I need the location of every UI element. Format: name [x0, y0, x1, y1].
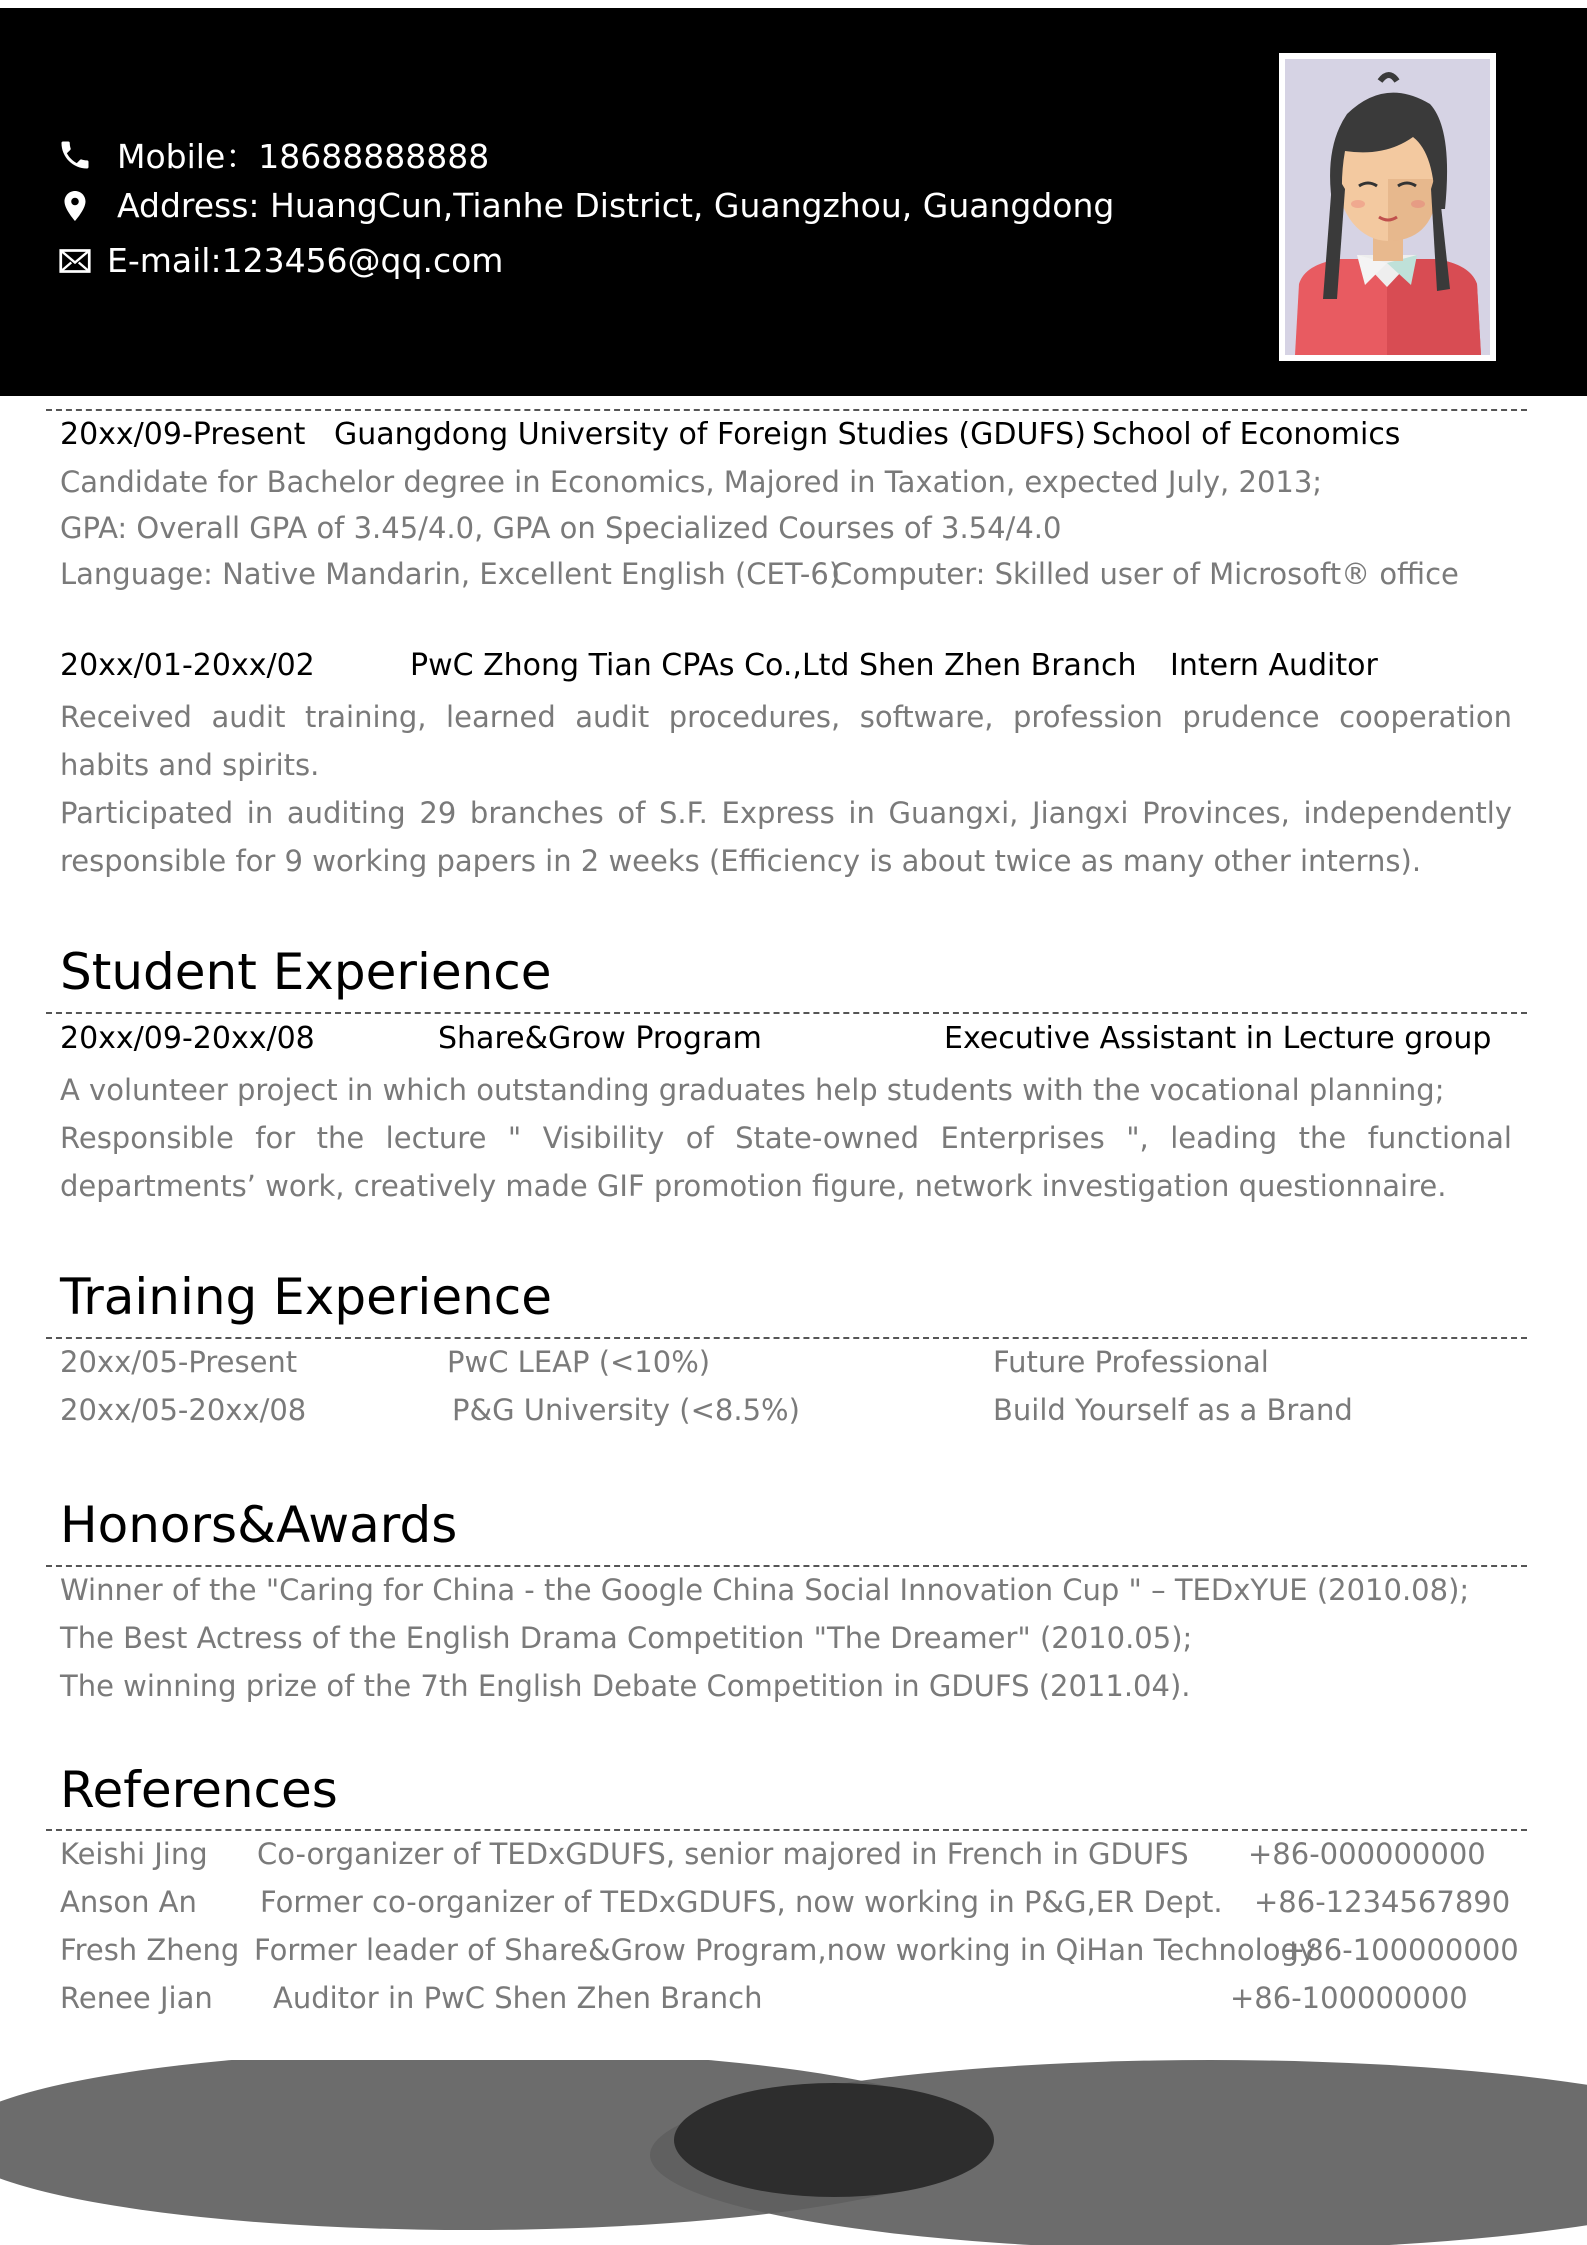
- reference-phone: +86-000000000: [1248, 1837, 1486, 1871]
- mobile-text: Mobile：18688888888: [117, 137, 490, 176]
- reference-desc: Former leader of Share&Grow Program,now working in QiHan Technology: [254, 1933, 1317, 1967]
- reference-phone: +86-100000000: [1230, 1981, 1468, 2015]
- work-description: Received audit training, learned audit procedures, software, profession prudence cooperation habits and spirits.: [60, 700, 1512, 782]
- training-date: 20xx/05-20xx/08: [60, 1393, 307, 1427]
- education-line: Candidate for Bachelor degree in Economics, Majored in Taxation, expected July, 2013;: [60, 465, 1323, 499]
- profile-photo: [1279, 53, 1496, 361]
- divider: [46, 1337, 1527, 1339]
- honor-item: The Best Actress of the English Drama Competition "The Dreamer" (2010.05);: [60, 1621, 1193, 1655]
- phone-icon: [57, 137, 93, 173]
- decorative-ovals: [0, 2060, 1587, 2245]
- reference-name: Fresh Zheng: [60, 1933, 240, 1967]
- training-program: P&G University (<8.5%): [452, 1393, 800, 1427]
- training-date: 20xx/05-Present: [60, 1345, 298, 1379]
- student-date: 20xx/09-20xx/08: [60, 1021, 315, 1056]
- location-pin-icon: [57, 188, 93, 224]
- work-date: 20xx/01-20xx/02: [60, 648, 315, 683]
- section-title-honors: Honors&Awards: [60, 1496, 458, 1554]
- work-description: Participated in auditing 29 branches of S.F. Express in Guangxi, Jiangxi Provinces, independently responsible for 9 working papers in 2 weeks (Efficiency is about twice as many other interns).: [60, 796, 1512, 878]
- education-line: GPA: Overall GPA of 3.45/4.0, GPA on Specialized Courses of 3.54/4.0: [60, 511, 1062, 545]
- email-line: [57, 241, 503, 280]
- education-computer: Computer: Skilled user of Microsoft® office: [832, 557, 1459, 591]
- student-role: Executive Assistant in Lecture group: [944, 1021, 1492, 1056]
- address-line: [57, 186, 1114, 225]
- reference-phone: +86-1234567890: [1254, 1885, 1511, 1919]
- reference-desc: Auditor in PwC Shen Zhen Branch: [273, 1981, 763, 2015]
- education-date: 20xx/09-Present: [60, 417, 306, 452]
- oval-center: [674, 2083, 994, 2197]
- reference-name: Anson An: [60, 1885, 197, 1919]
- honor-item: The winning prize of the 7th English Debate Competition in GDUFS (2011.04).: [60, 1669, 1191, 1703]
- section-title-references: References: [60, 1761, 338, 1819]
- divider: [46, 1012, 1527, 1014]
- divider: [46, 409, 1527, 411]
- work-role: Intern Auditor: [1170, 648, 1378, 683]
- education-department: School of Economics: [1092, 417, 1401, 452]
- education-school: Guangdong University of Foreign Studies (GDUFS): [334, 417, 1086, 452]
- avatar-illustration: [1285, 59, 1490, 355]
- reference-desc: Former co-organizer of TEDxGDUFS, now working in P&G,ER Dept.: [260, 1885, 1223, 1919]
- section-title-student: Student Experience: [60, 943, 552, 1001]
- work-company: PwC Zhong Tian CPAs Co.,Ltd Shen Zhen Branch: [410, 648, 1137, 683]
- student-description: Responsible for the lecture " Visibility of State-owned Enterprises ", leading the functional departments’ work, creatively made GIF promotion figure, network investigation questionnaire.: [60, 1121, 1512, 1203]
- student-program: Share&Grow Program: [438, 1021, 762, 1056]
- section-title-training: Training Experience: [60, 1268, 553, 1326]
- training-desc: Future Professional: [993, 1345, 1269, 1379]
- mobile-line: [57, 131, 489, 178]
- email-text: E-mail:123456@qq.com: [107, 241, 504, 280]
- reference-name: Renee Jian: [60, 1981, 213, 2015]
- student-description: A volunteer project in which outstanding graduates help students with the vocational planning;: [60, 1073, 1445, 1107]
- training-desc: Build Yourself as a Brand: [993, 1393, 1353, 1427]
- reference-desc: Co-organizer of TEDxGDUFS, senior majored in French in GDUFS: [257, 1837, 1189, 1871]
- honor-item: Winner of the "Caring for China - the Google China Social Innovation Cup " – TEDxYUE (2010.08);: [60, 1573, 1470, 1607]
- reference-phone: +86-100000000: [1281, 1933, 1519, 1967]
- divider: [46, 1565, 1527, 1567]
- mail-icon: [57, 243, 93, 279]
- address-text: Address: HuangCun,Tianhe District, Guangzhou, Guangdong: [117, 186, 1115, 225]
- education-language: Language: Native Mandarin, Excellent English (CET-6): [60, 557, 841, 591]
- divider: [46, 1829, 1527, 1831]
- reference-name: Keishi Jing: [60, 1837, 208, 1871]
- header-banner: [0, 8, 1587, 396]
- training-program: PwC LEAP (<10%): [447, 1345, 711, 1379]
